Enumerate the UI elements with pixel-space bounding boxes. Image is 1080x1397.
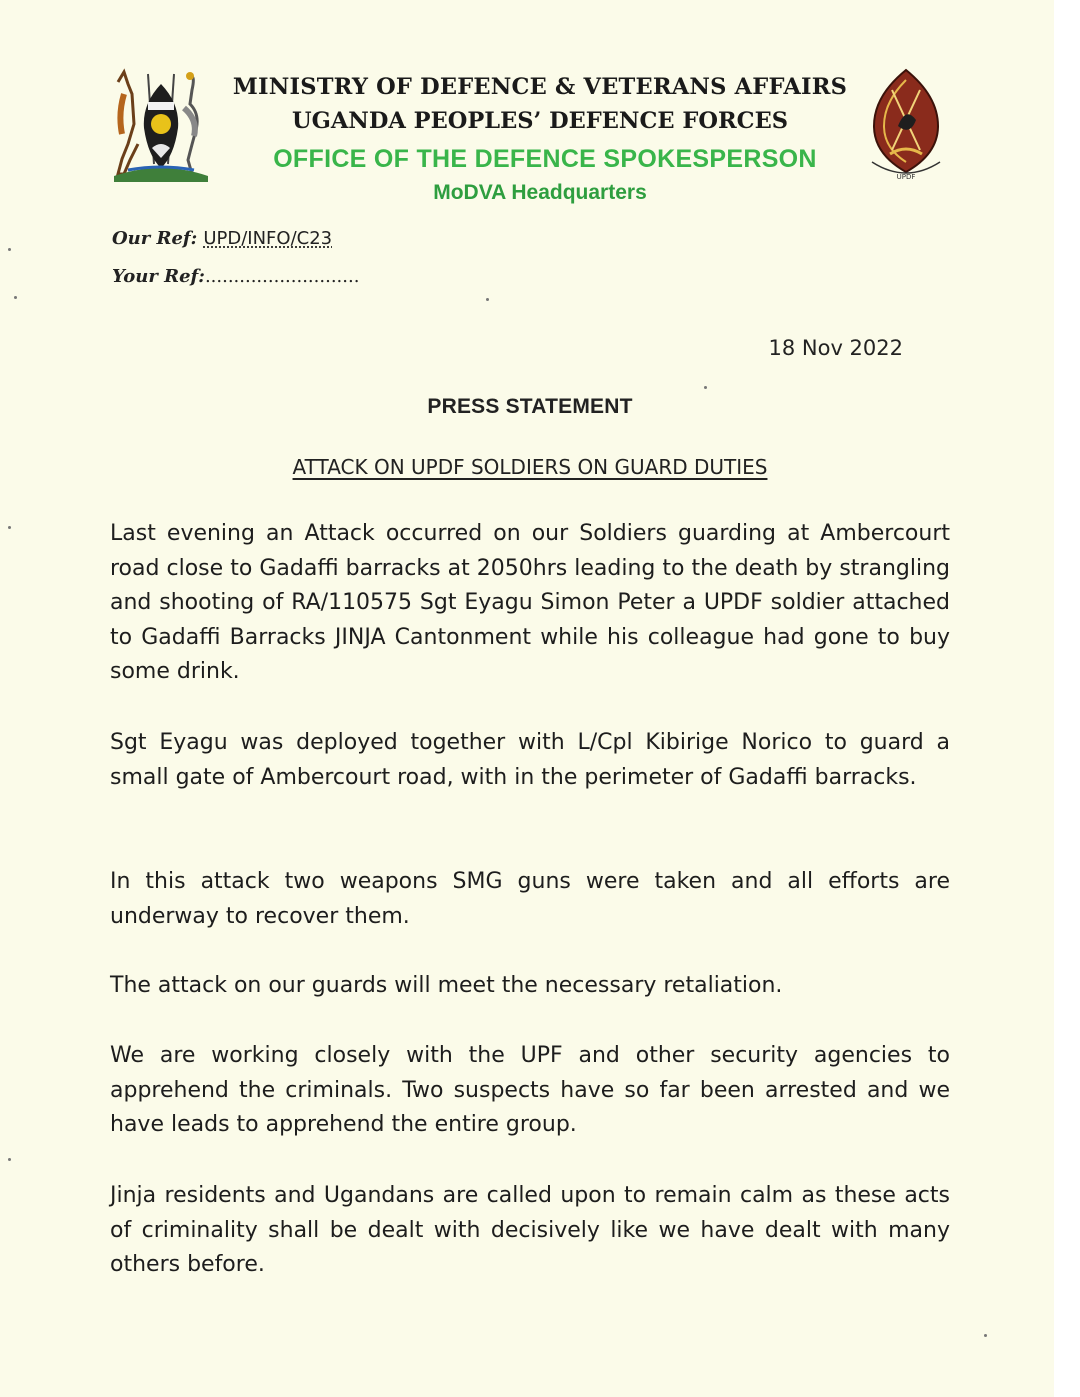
statement-date: 18 Nov 2022 [768,336,903,360]
page-edge [1054,0,1080,1397]
uganda-coat-of-arms-icon [108,64,214,184]
our-ref-label: Our Ref: [112,228,198,249]
scan-speck [704,386,707,389]
crest-drawing [872,70,940,173]
updf-crest-icon [868,66,944,184]
paragraph-5: We are working closely with the UPF and other security agencies to apprehend the criminals. Two suspects have so far been arrested and we have leads to apprehend the entire group. [110,1043,950,1138]
your-ref-label: Your Ref: [112,266,205,287]
scan-speck [486,298,489,301]
paragraph-4: The attack on our guards will meet the necessary retaliation. [110,973,783,998]
paragraph-1: Last evening an Attack occurred on our Soldiers guarding at Ambercourt road close to Gadaffi barracks at 2050hrs leading to the death by strangling and shooting of RA/110575 Sgt Eyagu Simon Peter a UPDF soldier attached to Gadaffi Barracks JINJA Cantonment while his colleague had gone to buy some drink. [110,521,950,685]
crest-label: UPDF [896,173,916,181]
ministry-heading: MINISTRY OF DEFENCE & VETERANS AFFAIRS [232,74,848,100]
paragraph-2: Sgt Eyagu was deployed together with L/Cpl Kibirige Norico to guard a small gate of Ambercourt road, with in the perimeter of Gadaffi barracks. [110,730,950,790]
office-heading: OFFICE OF THE DEFENCE SPOKESPERSON [273,145,817,173]
scan-speck [14,296,17,299]
your-ref [112,266,359,287]
statement-title: PRESS STATEMENT [427,395,633,418]
our-ref [112,228,332,249]
paragraph-3: In this attack two weapons SMG guns were taken and all efforts are underway to recover them. [110,869,950,929]
scan-speck [8,248,11,251]
scan-speck [984,1334,987,1337]
headquarters-heading: MoDVA Headquarters [433,181,647,204]
paragraph-6: Jinja residents and Ugandans are called upon to remain calm as these acts of criminality shall be dealt with decisively like we have dealt with many others before. [110,1183,950,1278]
your-ref-value: ........................... [204,266,360,287]
coat-of-arms-drawing [114,72,208,182]
force-heading: UGANDA PEOPLES’ DEFENCE FORCES [292,108,788,134]
our-ref-value: UPD/INFO/C23 [203,228,333,249]
scan-speck [8,1158,11,1161]
scan-speck [8,526,11,529]
statement-subject: ATTACK ON UPDF SOLDIERS ON GUARD DUTIES [292,455,768,479]
